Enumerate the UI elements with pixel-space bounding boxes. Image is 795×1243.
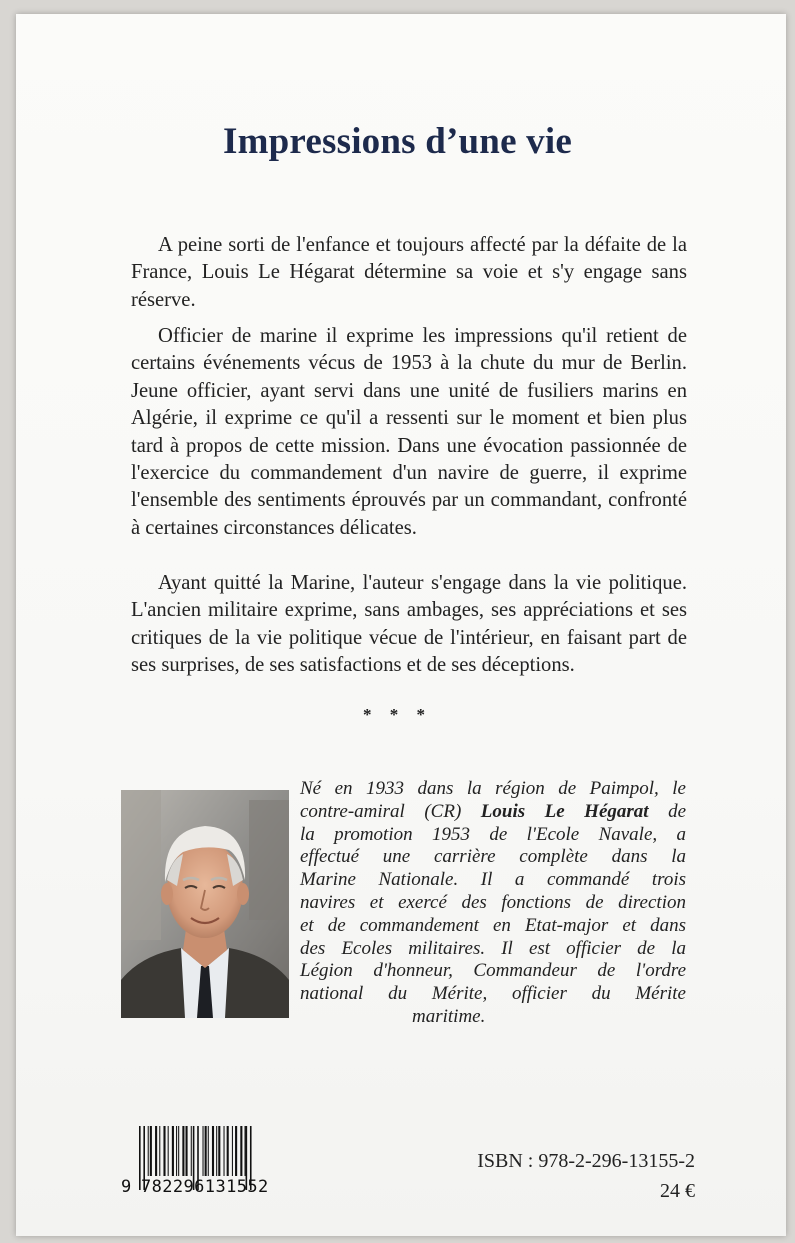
bio-line: Légion d'honneur, Commandeur de l'ordre	[300, 960, 686, 982]
author-name: Louis Le Hégarat	[480, 800, 649, 822]
section-separator: * * *	[363, 705, 432, 724]
price: 24 €	[660, 1180, 695, 1202]
blurb-paragraph-2: Officier de marine il exprime les impressions qu'il retient de certains événements vécus de 1953 à la chute du mur de Berlin. Jeune officier, ayant servi dans une unité de fusiliers marins en Algérie, il exprime ce qu'il a ressenti sur le moment et bien plus tard à propos de cette mission. Dans une évocation passionnée de l'exercice du commandement d'un navire de guerre, il exprime l'ensemble des sentiments éprouvés par un commandant, confronté à certaines circonstances délicates.	[131, 325, 687, 539]
bio-line-suffix: de	[668, 800, 686, 822]
blurb-paragraph-1: A peine sorti de l'enfance et toujours affecté par la défaite de la France, Louis Le Hégarat détermine sa voie et s'y engage sans réserve.	[131, 234, 687, 311]
bio-line: Né en 1933 dans la région de Paimpol, le	[300, 778, 686, 799]
author-portrait-illustration	[121, 790, 289, 1018]
barcode-lead-digit: 9	[121, 1177, 132, 1197]
isbn: ISBN : 978-2-296-13155-2	[477, 1150, 695, 1172]
bio-line: Marine Nationale. Il a commandé trois	[300, 869, 686, 891]
barcode-number: 782296131552	[141, 1177, 269, 1197]
author-photo	[121, 790, 289, 1018]
bio-line: des Ecoles militaires. Il est officier de la	[300, 937, 686, 959]
bio-line: navires et exercé des fonctions de direction	[300, 891, 686, 913]
bio-line: et de commandement en Etat-major et dans	[300, 914, 686, 936]
bio-line-prefix: contre-amiral (CR)	[300, 800, 481, 822]
blurb-paragraph-3: Ayant quitté la Marine, l'auteur s'engage dans la vie politique. L'ancien militaire exprime, sans ambages, ses appréciations et ses critiques de la vie politique vécue de l'intérieur, en faisant part de ses surprises, de ses satisfactions et de ses déceptions.	[131, 572, 687, 677]
bio-line: national du Mérite, officier du Mérite	[300, 983, 686, 1005]
author-bio	[300, 778, 686, 1029]
bio-line: effectué une carrière complète dans la	[300, 846, 686, 868]
book-title: Impressions d’une vie	[223, 121, 572, 162]
bio-line: la promotion 1953 de l'Ecole Navale, a	[300, 823, 686, 845]
bio-line	[300, 801, 686, 824]
bio-line: maritime.	[412, 1005, 486, 1027]
